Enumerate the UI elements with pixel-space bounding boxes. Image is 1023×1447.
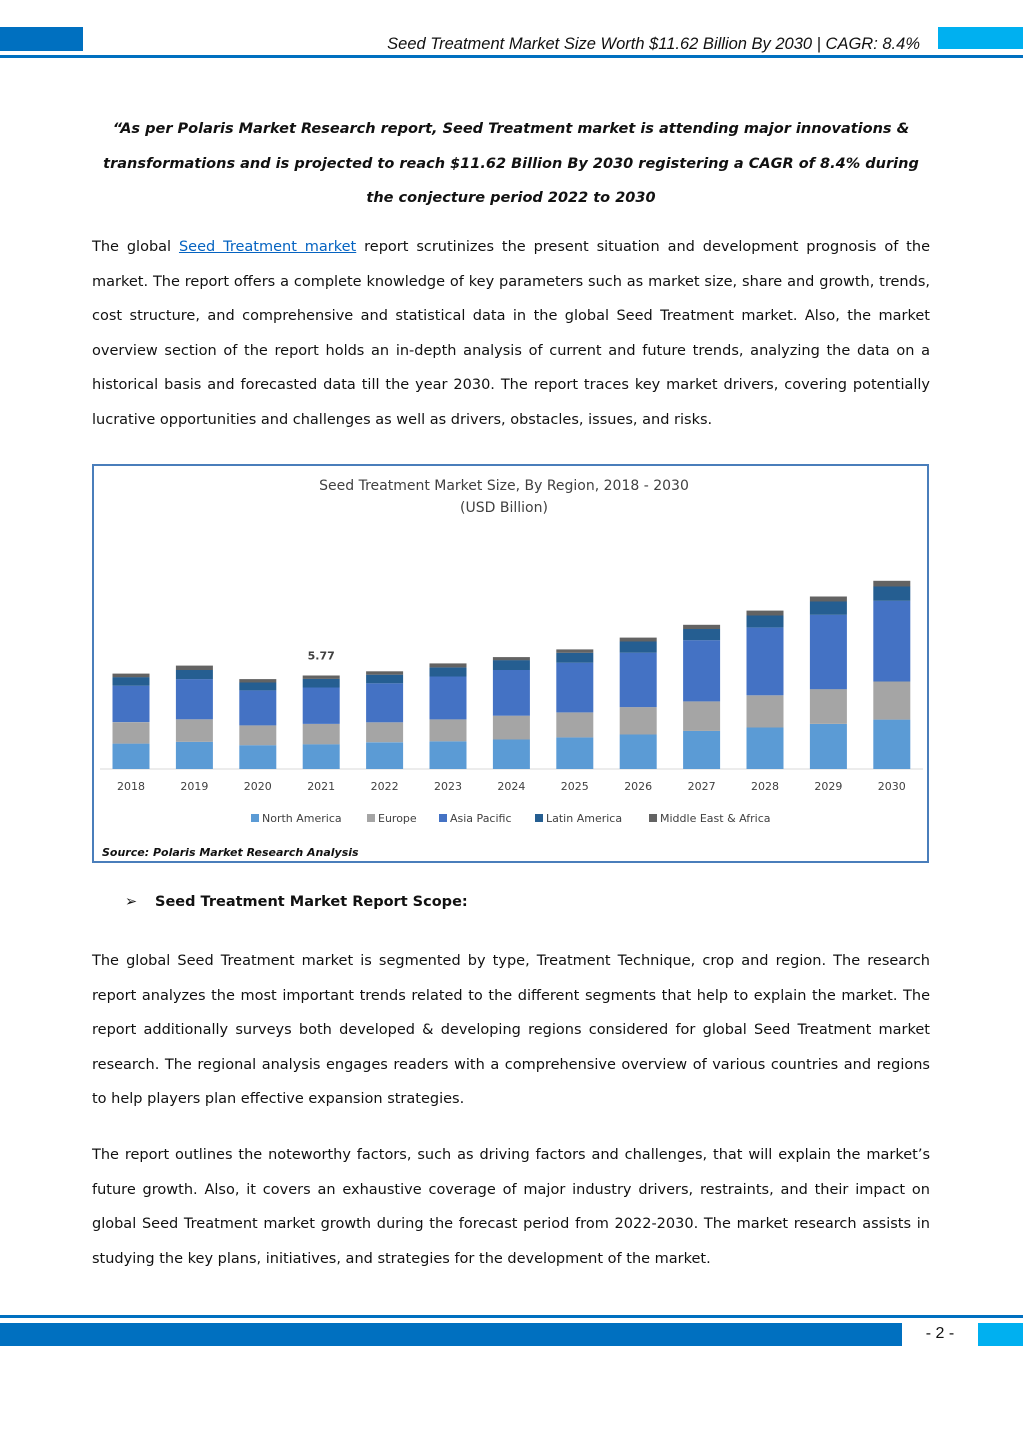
legend-label: Asia Pacific (450, 812, 512, 825)
bar-segment-2023-north-america (430, 741, 467, 769)
bar-segment-2030-latin-america (873, 586, 910, 600)
paragraph-overview-start: The global (92, 239, 179, 255)
x-tick-label: 2022 (370, 780, 399, 793)
bar-segment-2028-middle-east-africa (747, 611, 784, 616)
bar-segment-2019-latin-america (176, 670, 213, 679)
bar-segment-2019-asia-pacific (176, 679, 213, 719)
bar-segment-2023-europe (430, 719, 467, 741)
bar-segment-2026-latin-america (620, 642, 657, 653)
x-tick-label: 2029 (814, 780, 843, 793)
paragraph-overview-rest: report scrutinizes the present situation and development prognosis of the market. The report offers a complete knowledge of key parameters such as market size, share and growth, trends, cost structure, and comprehensive and statistical data in the global Seed Treatment market. Also, the market overview section of the report holds an in-depth analysis of current and future trends, analyzing the data on a historical basis and forecasted data till the year 2030. The report traces key market drivers, covering potentially lucrative opportunities and challenges as well as drivers, obstacles, issues, and risks. (92, 239, 930, 428)
chart-title: Seed Treatment Market Size, By Region, 2018 - 2030 (319, 478, 689, 494)
header-title: Seed Treatment Market Size Worth $11.62 Billion By 2030 | CAGR: 8.4% (387, 35, 920, 53)
bar-segment-2022-north-america (366, 742, 403, 769)
bar-segment-2020-asia-pacific (239, 690, 276, 725)
bar-segment-2018-europe (113, 722, 150, 743)
intro-quote: “As per Polaris Market Research report, Seed Treatment market is attending major innovations & transformations and is projected to reach $11.62 Billion By 2030 registering a CAGR of 8.4% during the conjecture period 2022 to 2030 (103, 121, 919, 206)
bar-segment-2025-north-america (556, 737, 593, 769)
x-tick-label: 2026 (624, 780, 653, 793)
bar-segment-2026-north-america (620, 735, 657, 770)
seed-treatment-market-link[interactable]: Seed Treatment market (178, 239, 357, 255)
bar-segment-2027-north-america (683, 731, 720, 769)
header-rule (0, 55, 1023, 58)
legend-swatch (439, 814, 447, 822)
bar-segment-2024-north-america (493, 740, 530, 770)
bar-segment-2025-middle-east-africa (556, 649, 593, 652)
bar-segment-2025-asia-pacific (556, 663, 593, 713)
bar-segment-2018-latin-america (113, 677, 150, 686)
bar-segment-2027-asia-pacific (683, 640, 720, 701)
bar-segment-2021-north-america (303, 744, 340, 769)
bar-segment-2030-europe (873, 682, 910, 720)
bar-segment-2018-middle-east-africa (113, 674, 150, 678)
data-label: 5.77 (307, 649, 335, 663)
bar-segment-2030-north-america (873, 720, 910, 769)
bar-segment-2029-europe (810, 689, 847, 724)
bar-segment-2019-north-america (176, 742, 213, 769)
bar-segment-2018-asia-pacific (113, 686, 150, 722)
bar-segment-2026-asia-pacific (620, 653, 657, 707)
bar-segment-2029-latin-america (810, 602, 847, 615)
bar-segment-2021-middle-east-africa (303, 676, 340, 679)
bar-segment-2020-middle-east-africa (239, 679, 276, 682)
bar-segment-2024-europe (493, 716, 530, 740)
bar-segment-2029-north-america (810, 724, 847, 769)
bar-segment-2028-asia-pacific (747, 628, 784, 696)
x-tick-label: 2020 (243, 780, 272, 793)
paragraph-segmentation: The global Seed Treatment market is segmented by type, Treatment Technique, crop and region. The research report analyzes the most important trends related to the different segments that help to explain the market. The report additionally surveys both developed & developing regions considered for global Seed Treatment market research. The regional analysis engages readers with a comprehensive overview of various countries and regions to help players plan effective expansion strategies. (92, 953, 930, 1108)
legend-swatch (649, 814, 657, 822)
bar-segment-2021-latin-america (303, 679, 340, 688)
x-tick-label: 2030 (877, 780, 906, 793)
legend-label: North America (262, 812, 342, 825)
paragraph-outlook: The report outlines the noteworthy factors, such as driving factors and challenges, that will explain the market’s future growth. Also, it covers an exhaustive coverage of major industry drivers, restraints, and their impact on global Seed Treatment market growth during the forecast period from 2022-2030. The market research assists in studying the key plans, initiatives, and strategies for the development of the market. (92, 1147, 930, 1267)
chart-subtitle: (USD Billion) (460, 500, 548, 516)
footer-rule (0, 1315, 1023, 1318)
bar-segment-2022-asia-pacific (366, 683, 403, 722)
bar-segment-2018-north-america (113, 744, 150, 769)
bar-segment-2029-asia-pacific (810, 615, 847, 689)
bar-segment-2022-europe (366, 722, 403, 742)
bar-segment-2021-asia-pacific (303, 688, 340, 724)
chart-legend (251, 812, 771, 825)
bar-segment-2023-asia-pacific (430, 677, 467, 720)
bar-segment-2021-europe (303, 724, 340, 744)
bar-segment-2019-europe (176, 719, 213, 742)
bar-segment-2028-europe (747, 695, 784, 727)
x-tick-label: 2024 (497, 780, 526, 793)
bar-segment-2023-middle-east-africa (430, 663, 467, 667)
market-size-chart (92, 464, 929, 863)
x-axis-ticks (117, 780, 906, 793)
bar-segment-2022-latin-america (366, 675, 403, 684)
bar-segment-2024-latin-america (493, 660, 530, 670)
bar-segment-2030-middle-east-africa (873, 581, 910, 587)
bar-segment-2027-latin-america (683, 629, 720, 640)
legend-swatch (251, 814, 259, 822)
data-labels (308, 650, 335, 663)
bar-segment-2024-middle-east-africa (493, 657, 530, 660)
bar-segment-2022-middle-east-africa (366, 671, 403, 674)
bar-segment-2025-europe (556, 713, 593, 738)
legend-label: Latin America (546, 812, 623, 825)
x-tick-label: 2019 (180, 780, 209, 793)
chart-source: Source: Polaris Market Research Analysis (102, 846, 359, 859)
header-bar-right (938, 27, 1023, 49)
footer-bar-right (978, 1323, 1023, 1346)
bar-segment-2030-asia-pacific (873, 601, 910, 682)
x-tick-label: 2027 (687, 780, 716, 793)
legend-label: Europe (378, 812, 417, 825)
x-tick-label: 2028 (751, 780, 779, 793)
x-tick-label: 2025 (560, 780, 589, 793)
bar-segment-2028-north-america (747, 728, 784, 770)
bar-segment-2027-middle-east-africa (683, 625, 720, 629)
x-tick-label: 2023 (434, 780, 462, 793)
bar-stacks (113, 581, 911, 769)
scope-heading (125, 894, 468, 910)
bar-segment-2026-europe (620, 707, 657, 734)
bar-segment-2019-middle-east-africa (176, 666, 213, 670)
bar-segment-2024-asia-pacific (493, 670, 530, 716)
arrow-bullet-icon: ➢ (125, 894, 138, 910)
paragraph-overview (92, 230, 930, 438)
footer-bar-left (0, 1323, 902, 1346)
page-number: - 2 - (925, 1325, 955, 1342)
bar-segment-2025-latin-america (556, 653, 593, 663)
x-tick-label: 2018 (117, 780, 145, 793)
bar-segment-2020-latin-america (239, 683, 276, 691)
bar-segment-2020-north-america (239, 745, 276, 769)
bar-segment-2023-latin-america (430, 667, 467, 676)
legend-swatch (535, 814, 543, 822)
x-tick-label: 2021 (307, 780, 336, 793)
scope-heading-text: Seed Treatment Market Report Scope: (155, 894, 468, 910)
header-bar-left (0, 27, 83, 51)
bar-segment-2028-latin-america (747, 615, 784, 627)
legend-label: Middle East & Africa (660, 812, 771, 825)
bar-segment-2027-europe (683, 701, 720, 731)
legend-swatch (367, 814, 375, 822)
bar-segment-2026-middle-east-africa (620, 638, 657, 642)
bar-segment-2020-europe (239, 725, 276, 745)
bar-segment-2029-middle-east-africa (810, 597, 847, 602)
chart-canvas (94, 466, 927, 861)
